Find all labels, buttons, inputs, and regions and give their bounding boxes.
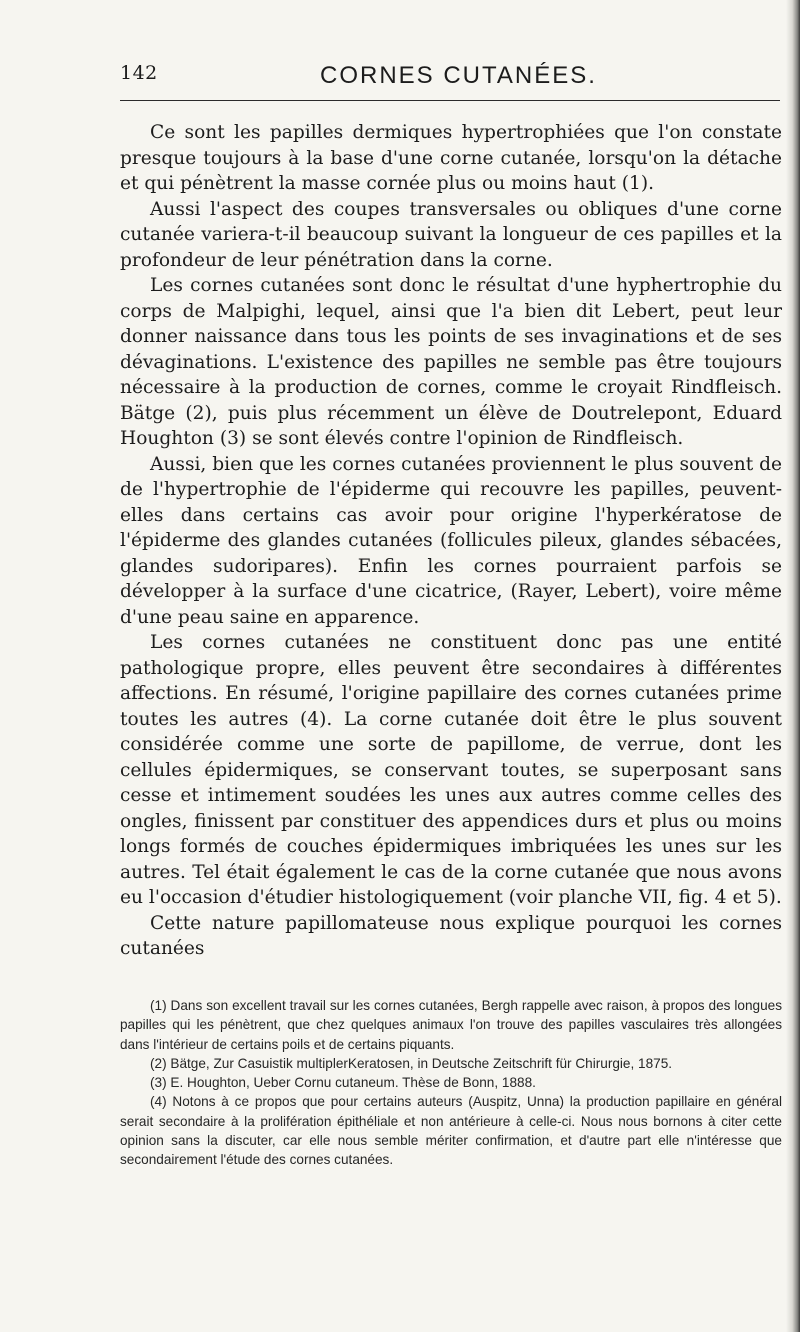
page-edge-shadow xyxy=(786,0,800,1332)
paragraph: Aussi, bien que les cornes cutanées proviennent le plus souvent de de l'hypertrophie de l'épiderme qui recouvre les papilles, peuvent-elles dans certains cas avoir pour origine l'hyperkératose de l'épiderme des glandes cutanées (follicules pileux, glandes sébacées, glandes sudoripares). Enfin les cornes pourraient parfois se développer à la surface d'une cicatrice, (Rayer, Lebert), voire même d'une peau saine en apparence. xyxy=(120,453,782,628)
page-number: 142 xyxy=(120,62,158,84)
paragraph: Ce sont les papilles dermiques hypertrophiées que l'on constate presque toujours à la base d'une corne cutanée, lorsqu'on la détache et qui pénètrent la masse cornée plus ou moins haut (1). xyxy=(120,122,782,194)
footnotes xyxy=(120,996,782,1170)
footnote: (2) Bätge, Zur Casuistik multiplerKeratosen, in Deutsche Zeitschrift für Chirurgie, 1875. xyxy=(150,1055,673,1071)
running-title: CORNES CUTANÉES. xyxy=(320,62,597,89)
body-text xyxy=(120,120,782,962)
footnote: (1) Dans son excellent travail sur les cornes cutanées, Bergh rappelle avec raison, à propos des longues papilles qui les pénètrent, que chez quelques animaux l'on trouve des papilles vasculaires très allongées dans l'intérieur de certains poils et de certains piquants. xyxy=(120,998,782,1052)
paragraph: Cette nature papillomateuse nous explique pourquoi les cornes cutanées xyxy=(120,912,782,959)
paragraph: Les cornes cutanées ne constituent donc pas une entité pathologique propre, elles peuvent être secondaires à différentes affections. En résumé, l'origine papillaire des cornes cutanées prime toutes les autres (4). La corne cutanée doit être le plus souvent considérée comme une sorte de papillome, de verrue, dont les cellules épidermiques, se conservant toutes, se superposant sans cesse et intimement soudées les unes aux autres comme celles des ongles, finissent par constituer des appendices durs et plus ou moins longs formés de couches épidermiques imbriquées les unes sur les autres. Tel était également le cas de la corne cutanée que nous avons eu l'occasion d'étudier histologiquement (voir planche VII, fig. 4 et 5). xyxy=(120,632,782,908)
footnote: (3) E. Houghton, Ueber Cornu cutaneum. Thèse de Bonn, 1888. xyxy=(150,1075,536,1091)
paragraph: Aussi l'aspect des coupes transversales ou obliques d'une corne cutanée variera-t-il beaucoup suivant la longueur de ces papilles et la profondeur de leur pénétration dans la corne. xyxy=(120,198,782,271)
page-header xyxy=(120,62,780,102)
header-rule xyxy=(120,100,780,101)
paragraph: Les cornes cutanées sont donc le résultat d'une hyphertrophie du corps de Malpighi, lequel, ainsi que l'a bien dit Lebert, peut leur donner naissance dans tous les points de ses invaginations et de ses dévaginations. L'existence des papilles ne semble pas être toujours nécessaire à la production de cornes, comme le croyait Rindfleisch. Bätge (2), puis plus récemment un élève de Doutrelepont, Eduard Houghton (3) se sont élevés contre l'opinion de Rindfleisch. xyxy=(120,275,782,449)
footnote: (4) Notons à ce propos que pour certains auteurs (Auspitz, Unna) la production papillaire en général serait secondaire à la prolifération épithéliale et non antérieure à celle-ci. Nous nous bornons à citer cette opinion sans la discuter, car elle nous semble mériter confirmation, et d'autre part elle n'intéresse que secondairement l'étude des cornes cutanées. xyxy=(120,1094,782,1168)
